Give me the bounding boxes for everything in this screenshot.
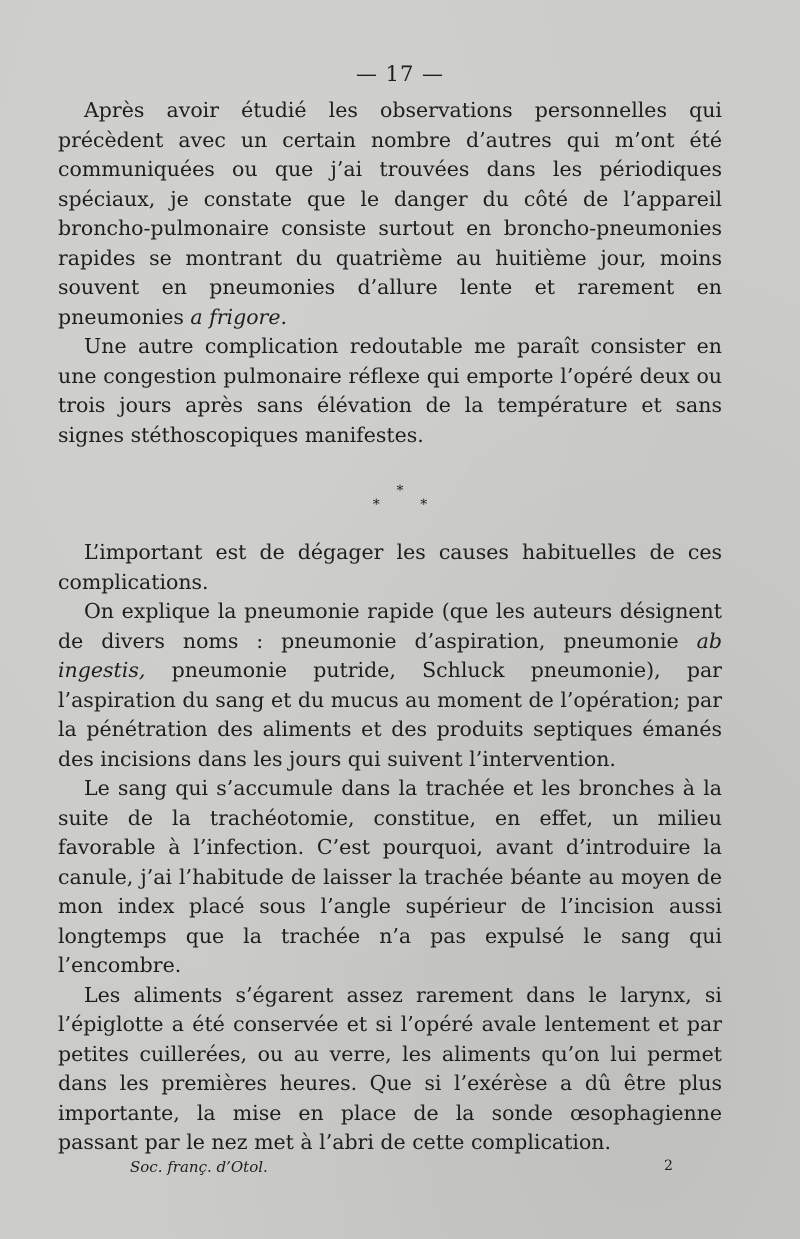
paragraph-1-italic: a frigore. [190, 304, 287, 329]
section-1 [58, 96, 722, 450]
paragraph-1 [58, 96, 722, 332]
section-separator [0, 484, 800, 512]
separator-stars-bottom: * * [372, 497, 446, 513]
page-number: — 17 — [355, 62, 445, 86]
paragraph-2: Une autre complication redoutable me paraît consister en une congestion pulmonaire réflexe qui emporte l’opéré deux ou trois jours après sans élévation de la température et sans signes stéthoscopiques manifestes. [58, 334, 722, 447]
paragraph-4 [58, 597, 722, 774]
footer-journal: Soc. franç. d’Otol. [130, 1158, 268, 1176]
paragraph-6: Les aliments s’égarent assez rarement dans le larynx, si l’épiglotte a été conservée et si l’opéré avale lentement et par petites cuillerées, ou au verre, les aliments qu’on lui permet dans les premières heures. Que si l’exérèse a dû être plus importante, la mise en place de la sonde œsophagienne passant par le nez met à l’abri de cette complication. [58, 982, 722, 1154]
separator-star-top: * [396, 483, 404, 499]
paragraph-5: Le sang qui s’accumule dans la trachée et les bronches à la suite de la trachéotomie, constitue, en effet, un milieu favorable à l’infection. C’est pourquoi, avant d’introduire la canule, j’ai l’habitude de laisser la trachée béante au moyen de mon index placé sous l’angle supérieur de l’incision aussi longtemps que la trachée n’a pas expulsé le sang qui l’encombre. [58, 776, 722, 977]
section-2 [58, 538, 722, 1158]
paragraph-1-text: Après avoir étudié les observations personnelles qui précèdent avec un certain nombre d’autres qui m’ont été communiquées ou que j’ai trouvées dans les périodiques spéciaux, je constate que le danger du côté de l’appareil broncho-pulmonaire consiste surtout en broncho-pneumonies rapides se montrant du quatrième au huitième jour, moins souvent en pneumonies d’allure lente et rarement en pneumonies [58, 98, 722, 329]
paragraph-3: L’important est de dégager les causes habituelles de ces complications. [58, 540, 722, 594]
signature-mark: 2 [664, 1158, 673, 1174]
paragraph-4-text-b: pneumonie putride, Schluck pneumonie), par l’aspiration du sang et du mucus au moment de l’opération; par la pénétration des aliments et des produits septiques émanés des incisions dans les jours qui suivent l’intervention. [58, 658, 722, 771]
paragraph-4-text-a: On explique la pneumonie rapide (que les auteurs désignent de divers noms : pneumonie d’aspiration, pneumonie [58, 599, 722, 653]
paragraph-4-italic: ab ingestis, [58, 628, 722, 682]
